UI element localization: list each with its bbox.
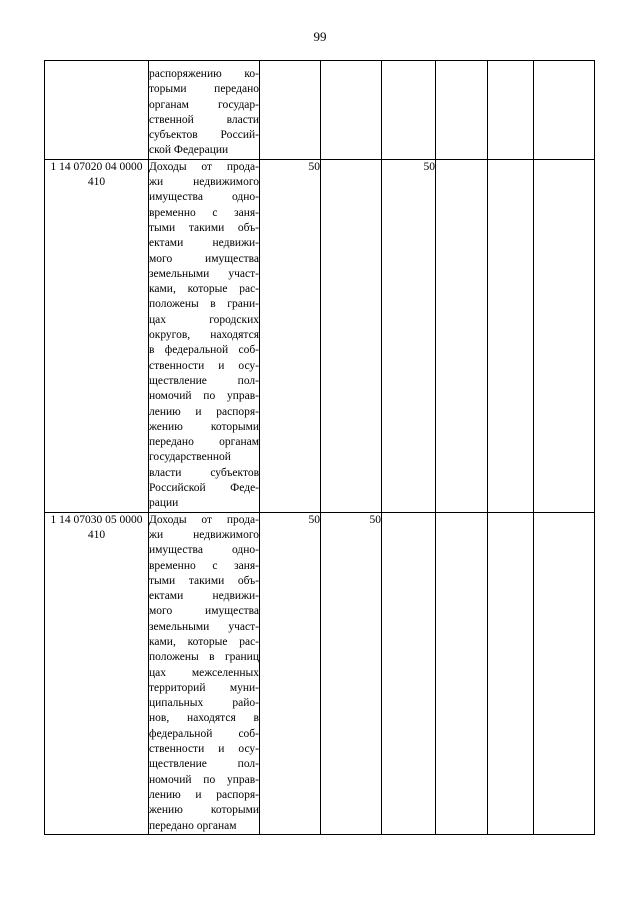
description-line: жению которыми: [149, 804, 259, 817]
description-line: ектами недвижи-: [149, 237, 259, 250]
amount-cell-col-1: [260, 61, 321, 160]
description-line: федеральной соб-: [149, 727, 259, 740]
description-line: положены в грани-: [149, 298, 259, 311]
description-line: территорий муни-: [149, 681, 259, 694]
description-line: тыми такими объ-: [149, 574, 259, 587]
description-line: положены в границ: [149, 651, 259, 664]
description-line: округов, находятся: [149, 329, 259, 342]
table-row: [45, 159, 595, 512]
revenue-description-cell: [149, 159, 260, 512]
description-line: ществление пол-: [149, 374, 259, 387]
description-line: номочий по управ-: [149, 773, 259, 786]
description-line: ками, которые рас-: [149, 283, 259, 296]
table-row: [45, 61, 595, 160]
description-line: жи недвижимого: [149, 528, 259, 541]
description-line: ектами недвижи-: [149, 590, 259, 603]
description-line: ской Федерации: [149, 144, 229, 157]
description-line: лению и распоря-: [149, 788, 259, 801]
amount-cell-col-2: [321, 159, 382, 512]
amount-cell-col-5: [488, 61, 534, 160]
description-line: цах межселенных: [149, 666, 259, 679]
description-line: власти субъектов: [149, 466, 259, 479]
description-line: ществление пол-: [149, 758, 259, 771]
amount-cell-col-6: [534, 512, 595, 834]
description-line: временно с заня-: [149, 206, 259, 219]
description-line: в федеральной соб-: [149, 344, 259, 357]
description-line: ственной власти: [149, 113, 259, 126]
description-line: передано органам: [149, 819, 237, 832]
table-body: [45, 61, 595, 835]
description-line: жи недвижимого: [149, 176, 259, 189]
amount-cell-col-3: [382, 61, 436, 160]
revenue-code-cell: [45, 61, 149, 160]
amount-cell-col-4: [436, 159, 488, 512]
description-line: передано органам: [149, 436, 259, 449]
page-number: 99: [313, 29, 327, 44]
description-line: тыми такими объ-: [149, 221, 259, 234]
description-line: ственности и осу-: [149, 743, 259, 756]
description-line: ципальных райо-: [149, 697, 259, 710]
description-line: субъектов Россий-: [149, 129, 259, 142]
amount-cell-col-1: 50: [260, 159, 321, 512]
revenue-table: [44, 60, 595, 835]
amount-cell-col-6: [534, 61, 595, 160]
description-line: Доходы от прода-: [149, 160, 259, 173]
description-line: органам государ-: [149, 98, 259, 111]
description-line: цах городских: [149, 313, 259, 326]
amount-cell-col-5: [488, 512, 534, 834]
table-row: [45, 512, 595, 834]
revenue-description-cell: [149, 61, 260, 160]
amount-cell-col-4: [436, 512, 488, 834]
description-line: рации: [149, 497, 179, 510]
amount-cell-col-1: 50: [260, 512, 321, 834]
description-line: государственной: [149, 451, 231, 464]
description-line: нов, находятся в: [149, 712, 259, 725]
revenue-code-cell: 1 14 07020 04 0000 410: [45, 159, 149, 512]
amount-cell-col-2: 50: [321, 512, 382, 834]
amount-cell-col-5: [488, 159, 534, 512]
description-line: имущества одно-: [149, 544, 259, 557]
revenue-code-cell: 1 14 07030 05 0000 410: [45, 512, 149, 834]
description-line: земельными участ-: [149, 620, 259, 633]
description-line: ственности и осу-: [149, 359, 259, 372]
description-line: распоряжению ко-: [149, 68, 259, 80]
description-line: земельными участ-: [149, 267, 259, 280]
description-line: имущества одно-: [149, 191, 259, 204]
amount-cell-col-3: [382, 512, 436, 834]
revenue-description-cell: [149, 512, 260, 834]
amount-cell-col-3: 50: [382, 159, 436, 512]
description-line: Доходы от прода-: [149, 513, 259, 526]
description-line: временно с заня-: [149, 559, 259, 572]
description-line: мого имущества: [149, 605, 259, 618]
description-line: торыми передано: [149, 83, 259, 96]
description-line: номочий по управ-: [149, 390, 259, 403]
amount-cell-col-6: [534, 159, 595, 512]
description-line: мого имущества: [149, 252, 259, 265]
description-line: ками, которые рас-: [149, 635, 259, 648]
amount-cell-col-4: [436, 61, 488, 160]
description-line: лению и распоря-: [149, 405, 259, 418]
description-line: жению которыми: [149, 420, 259, 433]
amount-cell-col-2: [321, 61, 382, 160]
description-line: Российской Феде-: [149, 482, 259, 495]
